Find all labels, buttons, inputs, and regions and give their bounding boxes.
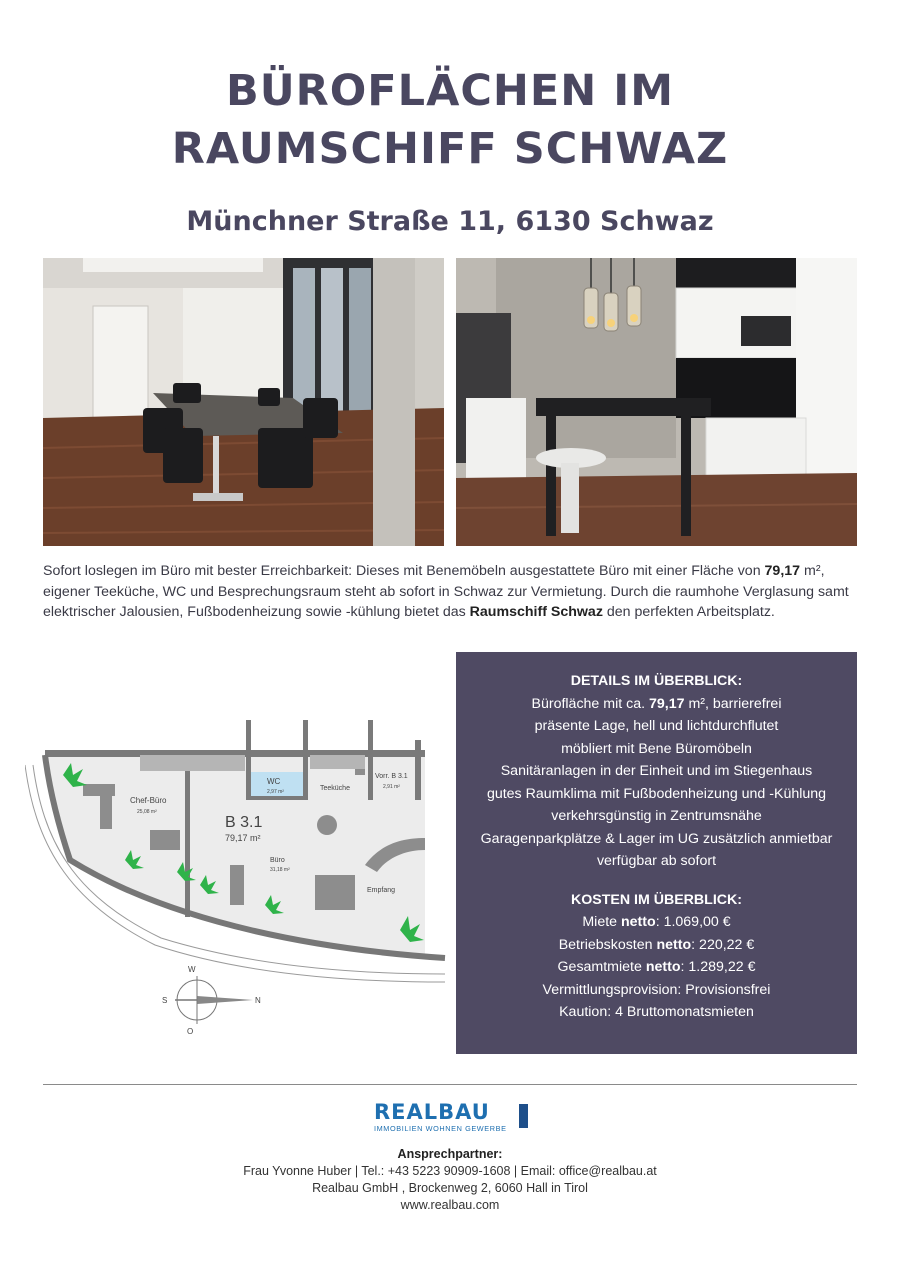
details-area-value: 79,17: [649, 695, 685, 712]
details-item: verkehrsgünstig in Zentrumsnähe: [551, 808, 762, 824]
description-text-3: den perfekten Arbeitsplatz.: [602, 604, 775, 620]
costs-total-value: : 1.289,22 €: [680, 959, 756, 975]
plan-label-vorr: Vorr. B 3.1: [375, 773, 408, 780]
plan-label-reception: Empfang: [367, 887, 396, 894]
realbau-logo: [374, 1102, 534, 1136]
details-item: präsente Lage, hell und lichtdurchflutet: [534, 718, 779, 734]
details-item: Sanitäranlagen in der Einheit und im Stiegenhaus: [500, 763, 813, 779]
plan-label-vorr-area: 2,91 m²: [383, 784, 400, 790]
costs-rent-label: Miete: [582, 914, 621, 930]
details-area-suffix: m², barrierefrei: [684, 695, 782, 712]
plan-label-kitchen: Teeküche: [320, 785, 350, 792]
meeting-room-photo: [43, 258, 444, 546]
plan-label-unit-area: 79,17 m²: [225, 833, 261, 843]
description-paragraph: [43, 561, 857, 623]
logo-name: REALBAU: [374, 1100, 490, 1124]
plan-label-office: Büro: [270, 857, 285, 864]
plan-label-chef-area: 25,08 m²: [137, 809, 157, 815]
costs-operating-label: Betriebskosten: [558, 936, 657, 953]
description-area-unit: m²: [800, 563, 821, 579]
logo-tagline: IMMOBILIEN WOHNEN GEWERBE: [374, 1124, 507, 1133]
plan-label-unit: B 3.1: [225, 814, 263, 831]
compass-s: S: [162, 996, 168, 1005]
contact-block: [0, 1146, 900, 1214]
costs-operating-value: : 220,22 €: [691, 936, 755, 953]
plan-label-chef: Chef-Büro: [130, 796, 167, 805]
floor-plan: [25, 720, 450, 1040]
contact-line-1[interactable]: Frau Yvonne Huber | Tel.: +43 5223 90909-1608 | Email: office@realbau.at: [243, 1164, 657, 1178]
costs-total-label: Gesamtmiete: [557, 959, 646, 975]
details-area-line: [456, 693, 857, 716]
costs-operating: [456, 934, 857, 957]
details-area-prefix: Bürofläche mit ca.: [531, 695, 649, 712]
plan-label-office-area: 31,18 m²: [270, 867, 290, 873]
description-text-2: , eigener Teeküche, WC und Besprechungsraum steht ab sofort in Schwaz zur Vermietung. Durch die raumhohe Verglasung samt elektrischer Jalousien, Fußbodenheizung sowie -kühlung bietet das: [43, 563, 849, 620]
contact-heading: Ansprechpartner:: [397, 1147, 503, 1161]
details-panel: [456, 652, 857, 1054]
address-subtitle: Münchner Straße 11, 6130 Schwaz: [186, 206, 714, 237]
page-title: [0, 62, 900, 178]
tea-kitchen-photo: [456, 258, 857, 546]
costs-total: [456, 956, 857, 979]
logo-mark-icon: [519, 1104, 528, 1128]
contact-website-link[interactable]: www.realbau.com: [400, 1198, 500, 1212]
details-item: gutes Raumklima mit Fußbodenheizung und -Kühlung: [486, 785, 827, 802]
details-item: möbliert mit Bene Büromöbeln: [561, 740, 752, 757]
costs-heading: KOSTEN IM ÜBERBLICK:: [570, 891, 743, 908]
compass-w: W: [188, 965, 196, 974]
compass-n: N: [255, 996, 261, 1005]
plan-label-wc: WC: [267, 777, 281, 786]
costs-rent-netto: netto: [621, 914, 656, 930]
contact-line-2: Realbau GmbH , Brockenweg 2, 6060 Hall in Tirol: [312, 1181, 588, 1195]
costs-total-netto: netto: [645, 959, 681, 975]
costs-commission: Vermittlungsprovision: Provisionsfrei: [542, 981, 771, 998]
costs-operating-netto: netto: [656, 936, 692, 953]
details-heading: DETAILS IM ÜBERBLICK:: [570, 673, 743, 689]
costs-rent-value: : 1.069,00 €: [655, 914, 731, 930]
details-item: Garagenparkplätze & Lager im UG zusätzlich anmietbar: [480, 830, 833, 847]
title-line-1: BÜROFLÄCHEN IM: [225, 66, 675, 116]
details-item: verfügbar ab sofort: [596, 853, 717, 869]
costs-deposit: Kaution: 4 Bruttomonatsmieten: [559, 1004, 754, 1020]
compass-icon: [162, 965, 261, 1036]
compass-o: O: [187, 1027, 194, 1036]
description-text-1: Sofort loslegen im Büro mit bester Erreichbarkeit: Dieses mit Benemöbeln ausgestattete Büro mit einer Fläche von: [43, 563, 761, 579]
footer-divider: [43, 1084, 857, 1085]
costs-rent: [456, 911, 857, 934]
plan-label-wc-area: 2,97 m²: [267, 789, 284, 795]
description-building-name: Raumschiff Schwaz: [469, 604, 603, 620]
title-line-2: RAUMSCHIFF SCHWAZ: [171, 124, 729, 174]
description-area: 79,17: [764, 563, 801, 579]
